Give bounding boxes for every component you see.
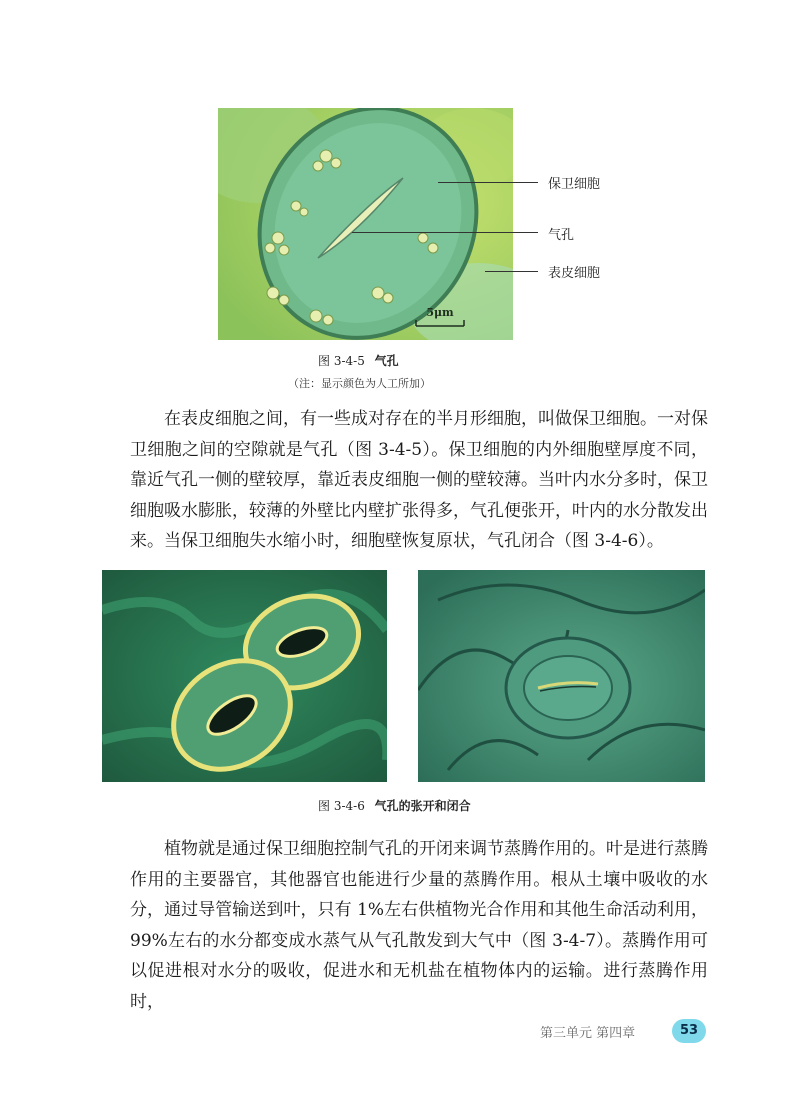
figure-346-number: 图 3-4-6: [318, 799, 365, 813]
leader-line-epidermal-cell: [485, 271, 538, 272]
figure-345-note: （注：显示颜色为人工所加）: [288, 377, 431, 390]
footer-chapter: 第三单元 第四章: [540, 1026, 636, 1041]
figure-345-number: 图 3-4-5: [318, 354, 365, 368]
figure-346-caption: [318, 797, 471, 814]
stomata-micrograph: [218, 108, 513, 340]
body-paragraph-2: 植物就是通过保卫细胞控制气孔的开闭来调节蒸腾作用的。叶是进行蒸腾作用的主要器官，其他器官也能进行少量的蒸腾作用。根从土壤中吸收的水分，通过导管输送到叶，只有 1%左右供植物光合作用和其他生命活动利用，99%左右的水分都变成水蒸气从气孔散发到大气中（图 3-4-7）。蒸腾作用可以促进根对水分的吸收，促进水和无机盐在植物体内的运输。进行蒸腾作用时，: [130, 839, 708, 1012]
leader-line-stoma: [352, 232, 538, 233]
figure-345-caption: [318, 352, 399, 369]
label-guard-cell: 保卫细胞: [548, 177, 601, 192]
page-number-badge: 53: [672, 1019, 706, 1043]
closed-stoma-image: [418, 570, 705, 782]
body-paragraph-1: 在表皮细胞之间，有一些成对存在的半月形细胞，叫做保卫细胞。一对保卫细胞之间的空隙就是气孔（图 3-4-5）。保卫细胞的内外细胞壁厚度不同，靠近气孔一侧的壁较厚，靠近表皮细胞一侧的壁较薄。当叶内水分多时，保卫细胞吸水膨胀，较薄的外壁比内壁扩张得多，气孔便张开，叶内的水分散发出来。当保卫细胞失水缩小时，细胞壁恢复原状，气孔闭合（图 3-4-6）。: [130, 409, 708, 551]
label-epidermal-cell: 表皮细胞: [548, 266, 601, 281]
figure-346-title: 气孔的张开和闭合: [374, 799, 471, 813]
scale-bar-label: 5μm: [426, 306, 454, 319]
figure-345-title: 气孔: [374, 354, 399, 368]
label-stoma: 气孔: [548, 228, 575, 243]
open-stomata-image: [102, 570, 387, 782]
leader-line-guard-cell: [438, 182, 538, 183]
